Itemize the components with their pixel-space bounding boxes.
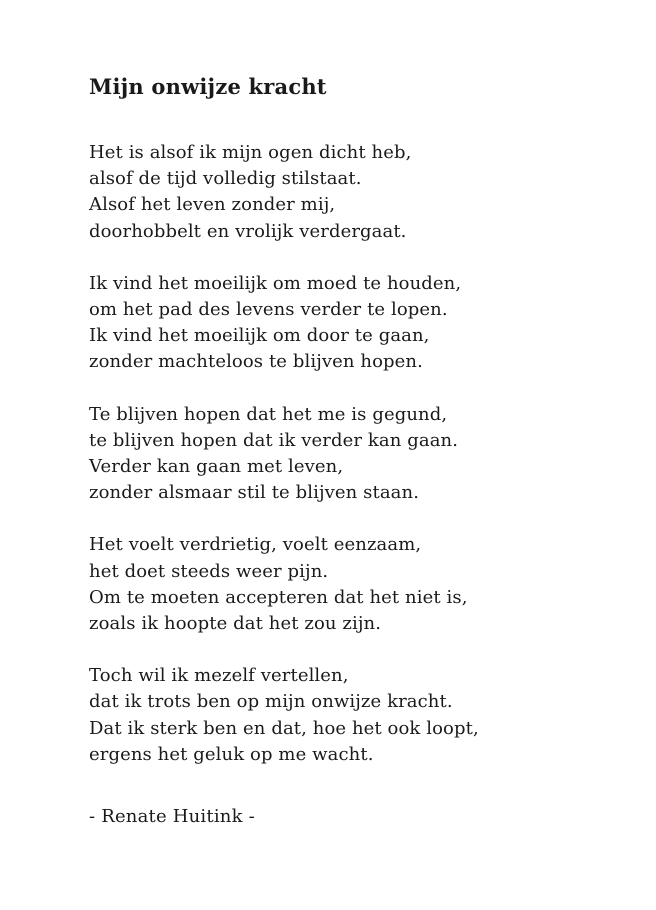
poem-line: alsof de tijd volledig stilstaat. — [89, 168, 362, 190]
stanza-4 — [89, 532, 629, 637]
stanza-5 — [89, 663, 629, 768]
poem-page — [89, 72, 629, 830]
poem-line: zonder machteloos te blijven hopen. — [89, 351, 423, 373]
poem-line: Het is alsof ik mijn ogen dicht heb, — [89, 142, 412, 163]
poem-line: Te blijven hopen dat het me is gegund, — [89, 403, 448, 425]
stanza-1 — [89, 140, 629, 245]
poem-line: Dat ik sterk ben en dat, hoe het ook loopt, — [89, 717, 479, 739]
stanza-2 — [89, 271, 629, 376]
poem-line: Om te moeten accepteren dat het niet is, — [89, 586, 468, 608]
poem-line: Verder kan gaan met leven, — [89, 456, 344, 478]
poem-line: Het voelt verdrietig, voelt eenzaam, — [89, 534, 422, 556]
poem-line: ergens het geluk op me wacht. — [89, 743, 374, 765]
poem-line: zonder alsmaar stil te blijven staan. — [89, 482, 420, 504]
poem-line: het doet steeds weer pijn. — [89, 560, 329, 582]
poem-line: om het pad des levens verder te lopen. — [89, 299, 448, 321]
poem-line: Toch wil ik mezelf vertellen, — [89, 665, 349, 687]
poem-line: Alsof het leven zonder mij, — [89, 194, 336, 216]
poem-line: dat ik trots ben op mijn onwijze kracht. — [89, 691, 453, 713]
poem-title: Mijn onwijze kracht — [89, 74, 327, 99]
poem-line: zoals ik hoopte dat het zou zijn. — [89, 613, 382, 635]
poem-line: Ik vind het moeilijk om door te gaan, — [89, 325, 430, 347]
poem-line: te blijven hopen dat ik verder kan gaan. — [89, 429, 459, 451]
poem-line: doorhobbelt en vrolijk verdergaat. — [89, 220, 407, 242]
poem-line: Ik vind het moeilijk om moed te houden, — [89, 272, 462, 294]
poem-author: - Renate Huitink - — [89, 806, 255, 828]
stanza-3 — [89, 402, 629, 507]
